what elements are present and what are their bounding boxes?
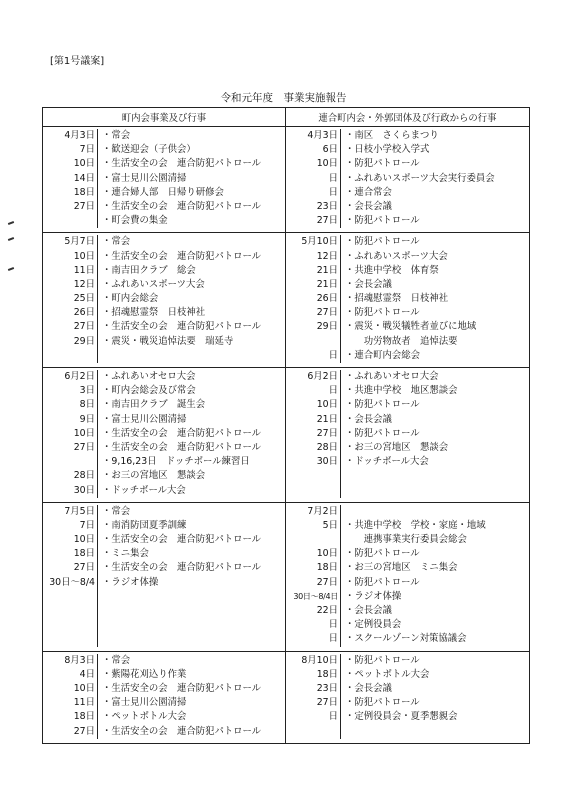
event-date: 28日	[43, 469, 98, 483]
event-text: ・招魂慰霊祭 日枝神社	[345, 293, 449, 305]
event-row	[286, 632, 529, 646]
event-date: 6月2日	[286, 370, 341, 384]
event-text: ・ふれあいスポーツ大会	[102, 278, 205, 290]
event-text: ・お三の宮地区 ミニ集会	[345, 562, 458, 574]
left-column-cell	[43, 651, 286, 743]
event-date	[43, 632, 98, 646]
event-text: ・スクールゾーン対策協議会	[345, 633, 467, 645]
event-row	[43, 129, 285, 143]
right-column-cell	[286, 127, 530, 233]
right-column-cell	[286, 233, 530, 368]
event-date: 日	[286, 710, 341, 724]
event-row	[286, 469, 529, 483]
event-row	[286, 618, 529, 632]
event-date: 21日	[286, 413, 341, 427]
event-text: ・会長会議	[345, 605, 392, 616]
event-date: 8月10日	[286, 654, 341, 668]
event-row	[43, 250, 285, 264]
event-date: 27日	[43, 320, 98, 334]
event-text: ・生活安全の会 連合防犯パトロール	[102, 427, 262, 439]
event-row	[43, 278, 285, 292]
event-date: 30日	[43, 484, 98, 498]
event-row	[286, 370, 529, 384]
event-text: ・生活安全の会 連合防犯パトロール	[102, 682, 262, 694]
event-row	[286, 200, 529, 214]
left-column-cell	[43, 502, 286, 651]
event-text: ・お三の宮地区 懇談会	[102, 470, 206, 482]
event-text	[98, 604, 285, 618]
event-row	[286, 484, 529, 498]
event-text: ・震災・戦災追悼法要 瑞延寺	[102, 335, 234, 347]
scan-mark	[8, 221, 14, 225]
event-text: ・9,16,23日 ドッチボール練習日	[102, 456, 250, 468]
event-date: 26日	[286, 292, 341, 306]
event-text: ・定例役員会	[345, 619, 402, 631]
event-text: ・会長会議	[345, 278, 392, 290]
event-row	[43, 710, 285, 724]
event-text: ・会長会議	[345, 682, 392, 694]
event-text: ・招魂慰霊祭 日枝神社	[102, 307, 206, 319]
event-text	[98, 590, 285, 604]
event-date: 10日	[43, 427, 98, 441]
event-row	[43, 306, 285, 320]
event-row	[286, 455, 529, 469]
event-date: 10日	[43, 533, 98, 547]
event-date: 30日～8/4日	[286, 590, 341, 604]
event-date: 12日	[286, 250, 341, 264]
event-text: ・ふれあいオセロ大会	[345, 371, 439, 382]
event-text	[341, 469, 529, 483]
event-date: 11日	[43, 264, 98, 278]
event-text	[98, 632, 285, 646]
event-text: ・生活安全の会 連合防犯パトロール	[102, 200, 262, 212]
report-table-body	[43, 127, 530, 744]
event-row	[286, 654, 529, 668]
event-text: ・防犯パトロール	[345, 236, 420, 248]
event-row	[43, 398, 285, 412]
month-block	[43, 127, 530, 233]
event-date	[286, 469, 341, 483]
event-text: ・お三の宮地区 懇談会	[345, 441, 449, 453]
event-text: ・町内会総会	[102, 293, 159, 305]
event-text	[98, 618, 285, 632]
event-date: 10日	[43, 682, 98, 696]
event-row	[286, 413, 529, 427]
event-date	[286, 335, 341, 349]
event-date: 10日	[286, 547, 341, 561]
event-row	[43, 384, 285, 398]
event-text: ・防犯パトロール	[345, 215, 420, 227]
event-text: ・歓送迎会（子供会）	[102, 144, 196, 156]
right-column-cell	[286, 651, 530, 743]
event-row	[43, 172, 285, 186]
event-row	[286, 427, 529, 441]
event-date: 23日	[286, 200, 341, 214]
event-date: 30日～8/4	[43, 576, 98, 590]
event-date: 27日	[286, 427, 341, 441]
event-row	[286, 682, 529, 696]
event-date: 27日	[43, 725, 98, 739]
right-column-cell	[286, 502, 530, 651]
event-text: ・ペットボトル大会	[102, 711, 187, 723]
event-text: ・ミニ集会	[102, 548, 149, 560]
agenda-number: [第1号議案]	[50, 56, 105, 67]
event-date: 10日	[43, 250, 98, 264]
event-text: ・防犯パトロール	[345, 576, 420, 588]
event-row	[286, 264, 529, 278]
event-row	[286, 725, 529, 739]
event-date	[43, 214, 98, 228]
event-date: 27日	[286, 696, 341, 710]
event-row	[286, 505, 529, 519]
event-date	[43, 455, 98, 469]
event-text: ・連合常会	[345, 186, 392, 198]
event-row	[43, 696, 285, 710]
event-row	[43, 370, 285, 384]
event-text: 功労物故者 追悼法要	[345, 335, 458, 347]
event-text: ・常会	[102, 505, 131, 517]
event-text: ・町会費の集金	[102, 215, 168, 227]
event-text: ・会長会議	[345, 413, 392, 425]
event-text: ・紫陽花刈込り作業	[102, 668, 187, 680]
event-date: 9日	[43, 413, 98, 427]
event-text: ・ラジオ体操	[102, 576, 159, 588]
event-row	[43, 320, 285, 334]
event-text: ・富士見川公園清掃	[102, 172, 187, 184]
event-row	[286, 668, 529, 682]
event-date: 29日	[43, 335, 98, 349]
event-date: 30日	[286, 455, 341, 469]
event-row	[286, 710, 529, 724]
event-text	[98, 349, 285, 363]
event-date: 12日	[43, 278, 98, 292]
event-text: ・富士見川公園清掃	[102, 697, 187, 709]
event-row	[286, 335, 529, 349]
event-text: ・震災・戦災犠牲者並びに地域	[345, 321, 477, 333]
event-row	[286, 384, 529, 398]
event-row	[286, 250, 529, 264]
event-text: ・生活安全の会 連合防犯パトロール	[102, 534, 262, 546]
event-text: ・生活安全の会 連合防犯パトロール	[102, 562, 262, 574]
event-date: 27日	[43, 441, 98, 455]
event-text: ・連合婦人部 日帰り研修会	[102, 186, 224, 198]
event-date	[43, 349, 98, 363]
event-row	[43, 214, 285, 228]
event-date	[286, 484, 341, 498]
event-date: 日	[286, 172, 341, 186]
event-row	[43, 292, 285, 306]
event-date	[43, 604, 98, 618]
month-block	[43, 502, 530, 651]
event-date: 26日	[43, 306, 98, 320]
event-date: 18日	[43, 547, 98, 561]
event-date	[286, 725, 341, 739]
event-date: 27日	[43, 200, 98, 214]
page-title: 令和元年度 事業実施報告	[220, 92, 347, 104]
event-row	[286, 547, 529, 561]
event-date: 27日	[286, 306, 341, 320]
event-row	[286, 235, 529, 249]
event-row	[43, 668, 285, 682]
event-text: ・日枝小学校入学式	[345, 144, 430, 156]
event-text: ・生活安全の会 連合防犯パトロール	[102, 158, 262, 170]
event-row	[43, 725, 285, 739]
event-date: 14日	[43, 172, 98, 186]
event-date: 7月2日	[286, 505, 341, 519]
event-text: ・共進中学校 体育祭	[345, 264, 439, 276]
event-row	[43, 682, 285, 696]
event-date: 5月10日	[286, 235, 341, 249]
event-date: 7日	[43, 519, 98, 533]
event-row	[286, 561, 529, 575]
event-row	[286, 696, 529, 710]
event-row	[286, 604, 529, 618]
event-row	[286, 143, 529, 157]
event-date: 18日	[286, 561, 341, 575]
event-text: ・町内会総会及び常会	[102, 385, 196, 397]
event-row	[43, 264, 285, 278]
event-date: 10日	[43, 157, 98, 171]
event-text: ・常会	[102, 130, 131, 141]
event-row	[286, 349, 529, 363]
event-row	[43, 590, 285, 604]
event-date: 7日	[43, 143, 98, 157]
event-text: ・防犯パトロール	[345, 654, 420, 666]
event-date: 28日	[286, 441, 341, 455]
event-date: 22日	[286, 604, 341, 618]
event-date: 18日	[286, 668, 341, 682]
event-text: ・生活安全の会 連合防犯パトロール	[102, 725, 262, 737]
event-row	[43, 484, 285, 498]
event-row	[286, 533, 529, 547]
event-date: 10日	[286, 157, 341, 171]
event-text: ・ペットボトル大会	[345, 668, 430, 680]
event-row	[286, 519, 529, 533]
column-header-left: 町内会事業及び行事	[43, 108, 286, 127]
event-date	[286, 533, 341, 547]
event-date: 6日	[286, 143, 341, 157]
event-text: ・共進中学校 学校・家庭・地域	[345, 519, 486, 531]
event-date: 11日	[43, 696, 98, 710]
event-text: ・防犯パトロール	[345, 427, 420, 439]
event-text: ・防犯パトロール	[345, 158, 420, 170]
event-text: 連携事業実行委員会総会	[345, 534, 467, 546]
event-date: 18日	[43, 186, 98, 200]
month-block	[43, 651, 530, 743]
event-date: 8日	[43, 398, 98, 412]
event-text	[341, 484, 529, 498]
month-block	[43, 368, 530, 503]
event-row	[286, 320, 529, 334]
event-text: ・防犯パトロール	[345, 399, 420, 411]
event-text: ・常会	[102, 654, 131, 666]
event-row	[43, 533, 285, 547]
scan-mark	[8, 237, 14, 241]
event-text: ・富士見川公園清掃	[102, 413, 187, 425]
event-text: ・南吉田クラブ 総会	[102, 264, 196, 276]
event-row	[43, 632, 285, 646]
left-column-cell	[43, 368, 286, 503]
event-row	[286, 157, 529, 171]
event-date: 18日	[43, 710, 98, 724]
event-text: ・ラジオ体操	[345, 590, 402, 602]
event-text: ・ドッチボール大会	[345, 456, 429, 468]
event-date: 4日	[43, 668, 98, 682]
event-row	[43, 519, 285, 533]
event-row	[286, 214, 529, 228]
event-date: 7月5日	[43, 505, 98, 519]
event-date: 27日	[43, 561, 98, 575]
event-date: 5日	[286, 519, 341, 533]
event-row	[286, 186, 529, 200]
event-date: 6月2日	[43, 370, 98, 384]
event-date: 日	[286, 384, 341, 398]
event-row	[286, 306, 529, 320]
event-text: ・共進中学校 地区懇談会	[345, 385, 458, 397]
event-row	[43, 441, 285, 455]
event-row	[43, 618, 285, 632]
event-date: 21日	[286, 264, 341, 278]
event-text: ・ふれあいオセロ大会	[102, 371, 196, 382]
event-row	[43, 157, 285, 171]
event-text	[341, 505, 529, 519]
event-text: ・南消防団夏季訓練	[102, 519, 187, 531]
event-date: 27日	[286, 576, 341, 590]
event-row	[286, 590, 529, 604]
event-text: ・ふれあいスポーツ大会実行委員会	[345, 172, 495, 184]
event-date: 23日	[286, 682, 341, 696]
event-date: 4月3日	[43, 129, 98, 143]
month-block	[43, 233, 530, 368]
event-row	[43, 654, 285, 668]
event-row	[43, 200, 285, 214]
event-date: 日	[286, 618, 341, 632]
event-text: ・南吉田クラブ 誕生会	[102, 399, 206, 411]
event-date: 10日	[286, 398, 341, 412]
event-row	[43, 505, 285, 519]
event-text: ・定例役員会・夏季懇親会	[345, 711, 458, 723]
event-row	[43, 186, 285, 200]
event-text: ・会長会議	[345, 200, 392, 212]
event-text: ・ドッチボール大会	[102, 484, 186, 496]
event-row	[43, 427, 285, 441]
event-date: 日	[286, 632, 341, 646]
event-date: 27日	[286, 214, 341, 228]
event-text: ・ふれあいスポーツ大会	[345, 250, 448, 262]
event-date: 日	[286, 186, 341, 200]
event-row	[43, 235, 285, 249]
event-row	[43, 349, 285, 363]
event-date: 3日	[43, 384, 98, 398]
event-date: 21日	[286, 278, 341, 292]
event-date: 4月3日	[286, 129, 341, 143]
event-row	[43, 469, 285, 483]
left-column-cell	[43, 233, 286, 368]
event-date	[43, 590, 98, 604]
event-row	[286, 441, 529, 455]
event-date: 8月3日	[43, 654, 98, 668]
event-date: 日	[286, 349, 341, 363]
event-text: ・南区 さくらまつり	[345, 130, 439, 141]
event-text: ・生活安全の会 連合防犯パトロール	[102, 250, 262, 262]
event-text: ・連合町内会総会	[345, 349, 421, 361]
event-row	[43, 547, 285, 561]
event-text: ・常会	[102, 236, 131, 248]
event-row	[43, 335, 285, 349]
scan-mark	[8, 267, 14, 271]
event-row	[43, 576, 285, 590]
event-row	[286, 172, 529, 186]
event-text: ・防犯パトロール	[345, 697, 420, 709]
event-text: ・防犯パトロール	[345, 548, 420, 560]
event-row	[286, 278, 529, 292]
right-column-cell	[286, 368, 530, 503]
event-row	[286, 576, 529, 590]
event-row	[286, 398, 529, 412]
event-text	[341, 725, 529, 739]
event-date: 5月7日	[43, 235, 98, 249]
report-table	[42, 107, 530, 744]
event-row	[43, 604, 285, 618]
column-header-right: 連合町内会・外郭団体及び行政からの行事	[286, 108, 530, 127]
left-column-cell	[43, 127, 286, 233]
event-text: ・防犯パトロール	[345, 307, 420, 319]
event-row	[43, 455, 285, 469]
event-text: ・生活安全の会 連合防犯パトロール	[102, 321, 262, 333]
event-date: 25日	[43, 292, 98, 306]
event-date: 29日	[286, 320, 341, 334]
event-row	[43, 143, 285, 157]
event-row	[286, 129, 529, 143]
event-text: ・生活安全の会 連合防犯パトロール	[102, 441, 262, 453]
event-date	[43, 618, 98, 632]
event-row	[286, 292, 529, 306]
event-row	[43, 413, 285, 427]
event-row	[43, 561, 285, 575]
